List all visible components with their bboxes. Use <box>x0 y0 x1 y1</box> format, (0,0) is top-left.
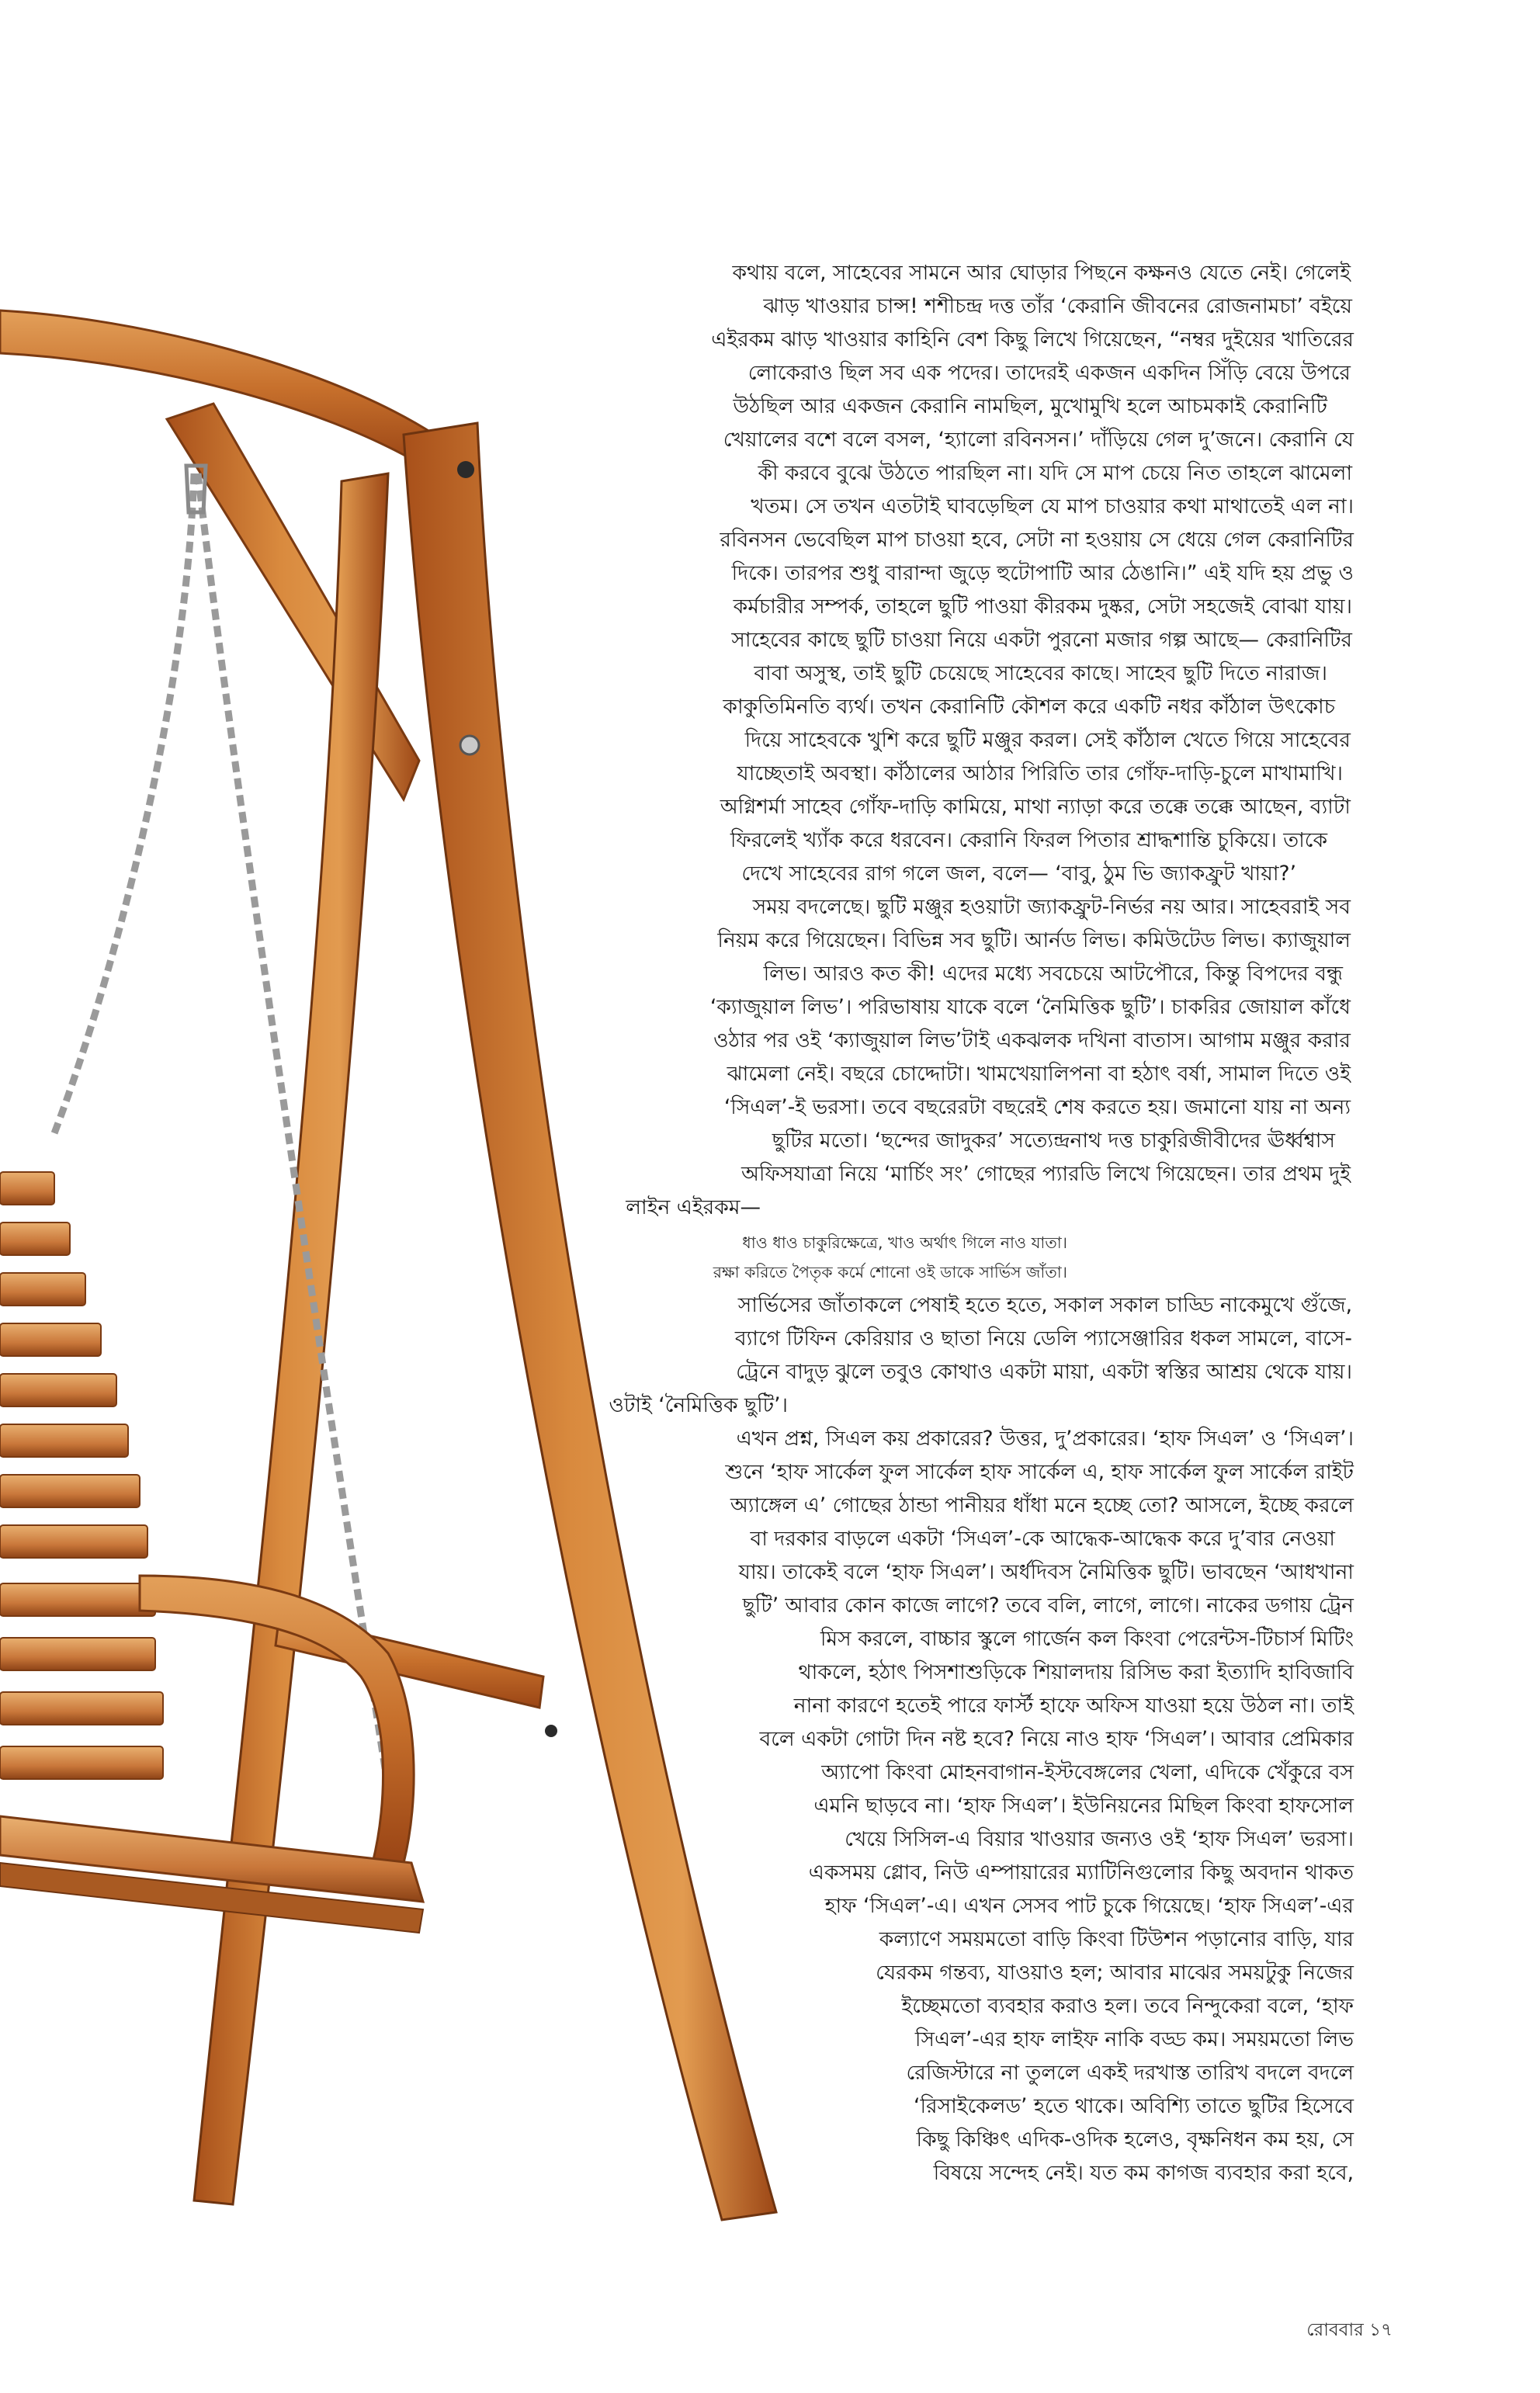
article-line: কাকুতিমিনতি ব্যর্থ। তখন কেরানিটি কৌশল করে একটি নধর কাঁঠাল উৎকোচ <box>723 695 1335 719</box>
article-line: কিছু কিঞ্চিৎ এদিক-ওদিক হলেও, বৃক্ষনিধন কম হয়, সে <box>916 2128 1354 2152</box>
article-line: দিয়ে সাহেবকে খুশি করে ছুটি মঞ্জুর করল। সেই কাঁঠাল খেতে গিয়ে সাহেবের <box>744 728 1351 752</box>
article-line: বলে একটা গোটা দিন নষ্ট হবে? নিয়ে নাও হাফ ‘সিএল’। আবার প্রেমিকার <box>759 1727 1354 1751</box>
article-line: রবিনসন ভেবেছিল মাপ চাওয়া হবে, সেটা না হওয়ায় সে ধেয়ে গেল কেরানিটির <box>720 528 1354 552</box>
article-line: কী করবে বুঝে উঠতে পারছিল না। যদি সে মাপ চেয়ে নিত তাহলে ঝামেলা <box>758 461 1352 485</box>
article-line: কথায় বলে, সাহেবের সামনে আর ঘোড়ার পিছনে কক্ষনও যেতে নেই। গেলেই <box>732 261 1351 285</box>
article-line: নানা কারণে হতেই পারে ফার্স্ট হাফে অফিস যাওয়া হয়ে উঠল না। তাই <box>793 1694 1354 1718</box>
article-line: ঝামেলা নেই। বছরে চোদ্দোটা। খামখেয়ালিপনা বা হঠাৎ বর্ষা, সামাল দিতে ওই <box>727 1062 1351 1086</box>
article-line: খেয়ালের বশে বলে বসল, ‘হ্যালো রবিনসন।’ দাঁড়িয়ে গেল দু’জনে। কেরানি যে <box>723 428 1354 452</box>
article-line: দিকে। তারপর শুধু বারান্দা জুড়ে হুটোপাটি আর ঠেঙানি।” এই যদি হয় প্রভু ও <box>731 561 1354 585</box>
article-line: লিভ। আরও কত কী! এদের মধ্যে সবচেয়ে আটপৌরে, কিন্তু বিপদের বন্ধু <box>763 962 1343 986</box>
verse-line: রক্ষা করিতে পৈতৃক কর্মে শোনো ওই ডাকে সার্ভিস জাঁতা। <box>713 1263 1067 1281</box>
article-line: দেখে সাহেবের রাগ গলে জল, বলে— ‘বাবু, ঠুম ভি জ্যাকফ্রুট খায়া?’ <box>741 862 1296 886</box>
article-line: সার্ভিসের জাঁতাকলে পেষাই হতে হতে, সকাল সকাল চাড্ডি নাকেমুখে গুঁজে, <box>737 1293 1352 1317</box>
article-line: অ্যাঙ্গেল এ’ গোছের ঠান্ডা পানীয়র ধাঁধা মনে হচ্ছে তো? আসলে, ইচ্ছে করলে <box>730 1493 1354 1517</box>
article-line: ব্যাগে টিফিন কেরিয়ার ও ছাতা নিয়ে ডেলি প্যাসেঞ্জারির ধকল সামলে, বাসে- <box>734 1327 1352 1351</box>
article-line: মিস করলে, বাচ্চার স্কুলে গার্জেন কল কিংবা পেরেন্টস-টিচার্স মিটিং <box>820 1627 1354 1651</box>
article-line: বাবা অসুস্থ, তাই ছুটি চেয়েছে সাহেবের কাছে। সাহেব ছুটি দিতে নারাজ। <box>754 661 1327 685</box>
article-line: সিএল’-এর হাফ লাইফ নাকি বড্ড কম। সময়মতো লিভ <box>914 2027 1354 2051</box>
article-line: ওটাই ‘নৈমিত্তিক ছুটি’। <box>609 1393 788 1417</box>
article-line: একসময় গ্লোব, নিউ এম্পায়ারের ম্যাটিনিগুলোর কিছু অবদান থাকত <box>808 1861 1354 1885</box>
article-line: থাকলে, হঠাৎ পিসশাশুড়িকে শিয়ালদায় রিসিভ করা ইত্যাদি হাবিজাবি <box>798 1660 1354 1684</box>
article-line: কল্যাণে সময়মতো বাড়ি কিংবা টিউশন পড়ানোর বাড়ি, যার <box>879 1927 1354 1951</box>
article-line: এইরকম ঝাড় খাওয়ার কাহিনি বেশ কিছু লিখে গিয়েছেন, “নম্বর দুইয়ের খাতিরের <box>711 328 1354 352</box>
article-line: ওঠার পর ওই ‘ক্যাজুয়াল লিভ’টাই একঝলক দখিনা বাতাস। আগাম মঞ্জুর করার <box>713 1028 1351 1053</box>
article-line: ছুটির মতো। ‘ছন্দের জাদুকর’ সত্যেন্দ্রনাথ দত্ত চাকুরিজীবীদের ঊর্ধ্বশ্বাস <box>772 1129 1335 1153</box>
article-line: অ্যাপো কিংবা মোহনবাগান-ইস্টবেঙ্গলের খেলা, এদিকে খেঁকুরে বস <box>821 1760 1354 1784</box>
article-line: খেয়ে সিসিল-এ বিয়ার খাওয়ার জন্যও ওই ‘হাফ সিএল’ ভরসা। <box>845 1827 1354 1851</box>
article-line: ‘ক্যাজুয়াল লিভ’। পরিভাষায় যাকে বলে ‘নৈমিত্তিক ছুটি’। চাকরির জোয়াল কাঁধে <box>709 995 1351 1019</box>
article-line: বিষয়ে সন্দেহ নেই। যত কম কাগজ ব্যবহার করা হবে, <box>933 2161 1354 2185</box>
article-line: শুনে ‘হাফ সার্কেল ফুল সার্কেল হাফ সার্কেল এ, হাফ সার্কেল ফুল সার্কেল রাইট <box>725 1460 1354 1484</box>
article-line: অগ্নিশর্মা সাহেব গোঁফ-দাড়ি কামিয়ে, মাথা ন্যাড়া করে তক্কে তক্কে আছেন, ব্যাটা <box>720 795 1351 819</box>
article-line: ফিরলেই খ্যাঁক করে ধরবেন। কেরানি ফিরল পিতার শ্রাদ্ধশান্তি চুকিয়ে। তাকে <box>730 828 1327 852</box>
article-line: যায়। তাকেই বলে ‘হাফ সিএল’। অর্ধদিবস নৈমিত্তিক ছুটি। ভাবছেন ‘আধখানা <box>738 1560 1354 1584</box>
article-line: ইচ্ছেমতো ব্যবহার করাও হল। তবে নিন্দুকেরা বলে, ‘হাফ <box>901 1994 1354 2018</box>
article-line: সময় বদলেছে। ছুটি মঞ্জুর হওয়াটা জ্যাকফ্রুট-নির্ভর নয় আর। সাহেবরাই সব <box>752 895 1351 919</box>
article-line: কর্মচারীর সম্পর্ক, তাহলে ছুটি পাওয়া কীরকম দুষ্কর, সেটা সহজেই বোঝা যায়। <box>733 595 1352 619</box>
article-line: ‘সিএল’-ই ভরসা। তবে বছরেরটা বছরেই শেষ করতে হয়। জমানো যায় না অন্য <box>723 1095 1351 1119</box>
article-line: ট্রেনে বাদুড় ঝুলে তবুও কোথাও একটা মায়া, একটা স্বস্তির আশ্রয় থেকে যায়। <box>736 1360 1352 1384</box>
article-line: লাইন এইরকম— <box>626 1195 761 1219</box>
article-line: খতম। সে তখন এতটাই ঘাবড়েছিল যে মাপ চাওয়ার কথা মাথাতেই এল না। <box>751 494 1354 518</box>
article-line: সাহেবের কাছে ছুটি চাওয়া নিয়ে একটা পুরনো মজার গল্প আছে— কেরানিটির <box>731 628 1352 652</box>
article-line: যেরকম গন্তব্য, যাওয়াও হল; আবার মাঝের সময়টুকু নিজের <box>876 1961 1354 1985</box>
article-line: নিয়ম করে গিয়েছেন। বিভিন্ন সব ছুটি। আর্নড লিভ। কমিউটেড লিভ। ক্যাজুয়াল <box>717 928 1351 952</box>
article-line: রেজিস্টারে না তুললে একই দরখাস্ত তারিখ বদলে বদলে <box>906 2061 1354 2085</box>
article-line: অফিসযাত্রা নিয়ে ‘মার্চিং সং’ গোছের প্যারডি লিখে গিয়েছেন। তার প্রথম দুই <box>741 1162 1351 1186</box>
article-line: এমনি ছাড়বে না। ‘হাফ সিএল’। ইউনিয়নের মিছিল কিংবা হাফসোল <box>813 1794 1354 1818</box>
article-line: ছুটি’ আবার কোন কাজে লাগে? তবে বলি, লাগে, লাগে। নাকের ডগায় ট্রেন <box>742 1594 1354 1618</box>
article-body <box>590 256 1374 2290</box>
article-line: ঝাড় খাওয়ার চান্স! শশীচন্দ্র দত্ত তাঁর ‘কেরানি জীবনের রোজনামচা’ বইয়ে <box>763 294 1352 318</box>
article-line: হাফ ‘সিএল’-এ। এখন সেসব পাট চুকে গিয়েছে। ‘হাফ সিএল’-এর <box>824 1894 1354 1918</box>
verse-line: ধাও ধাও চাকুরিক্ষেত্রে, খাও অর্থাৎ গিলে নাও যাতা। <box>742 1233 1067 1252</box>
article-line: যাচ্ছেতাই অবস্থা। কাঁঠালের আঠার পিরিতি তার গোঁফ-দাড়ি-চুলে মাখামাখি। <box>737 761 1343 786</box>
article-line: উঠছিল আর একজন কেরানি নামছিল, মুখোমুখি হলে আচমকাই কেরানিটি <box>733 394 1327 418</box>
article-line: বা দরকার বাড়লে একটা ‘সিএল’-কে আদ্ধেক-আদ্ধেক করে দু’বার নেওয়া <box>750 1527 1335 1551</box>
article-line: এখন প্রশ্ন, সিএল কয় প্রকারের? উত্তর, দু’প্রকারের। ‘হাফ সিএল’ ও ‘সিএল’। <box>736 1427 1354 1451</box>
article-line: লোকেরাও ছিল সব এক পদের। তাদেরই একজন একদিন সিঁড়ি বেয়ে উপরে <box>747 361 1351 385</box>
page-folio: রোববার ১৭ <box>1306 2320 1393 2340</box>
article-line: ‘রিসাইকেলড’ হতে থাকে। অবিশ্যি তাতে ছুটির হিসেবে <box>914 2094 1354 2118</box>
